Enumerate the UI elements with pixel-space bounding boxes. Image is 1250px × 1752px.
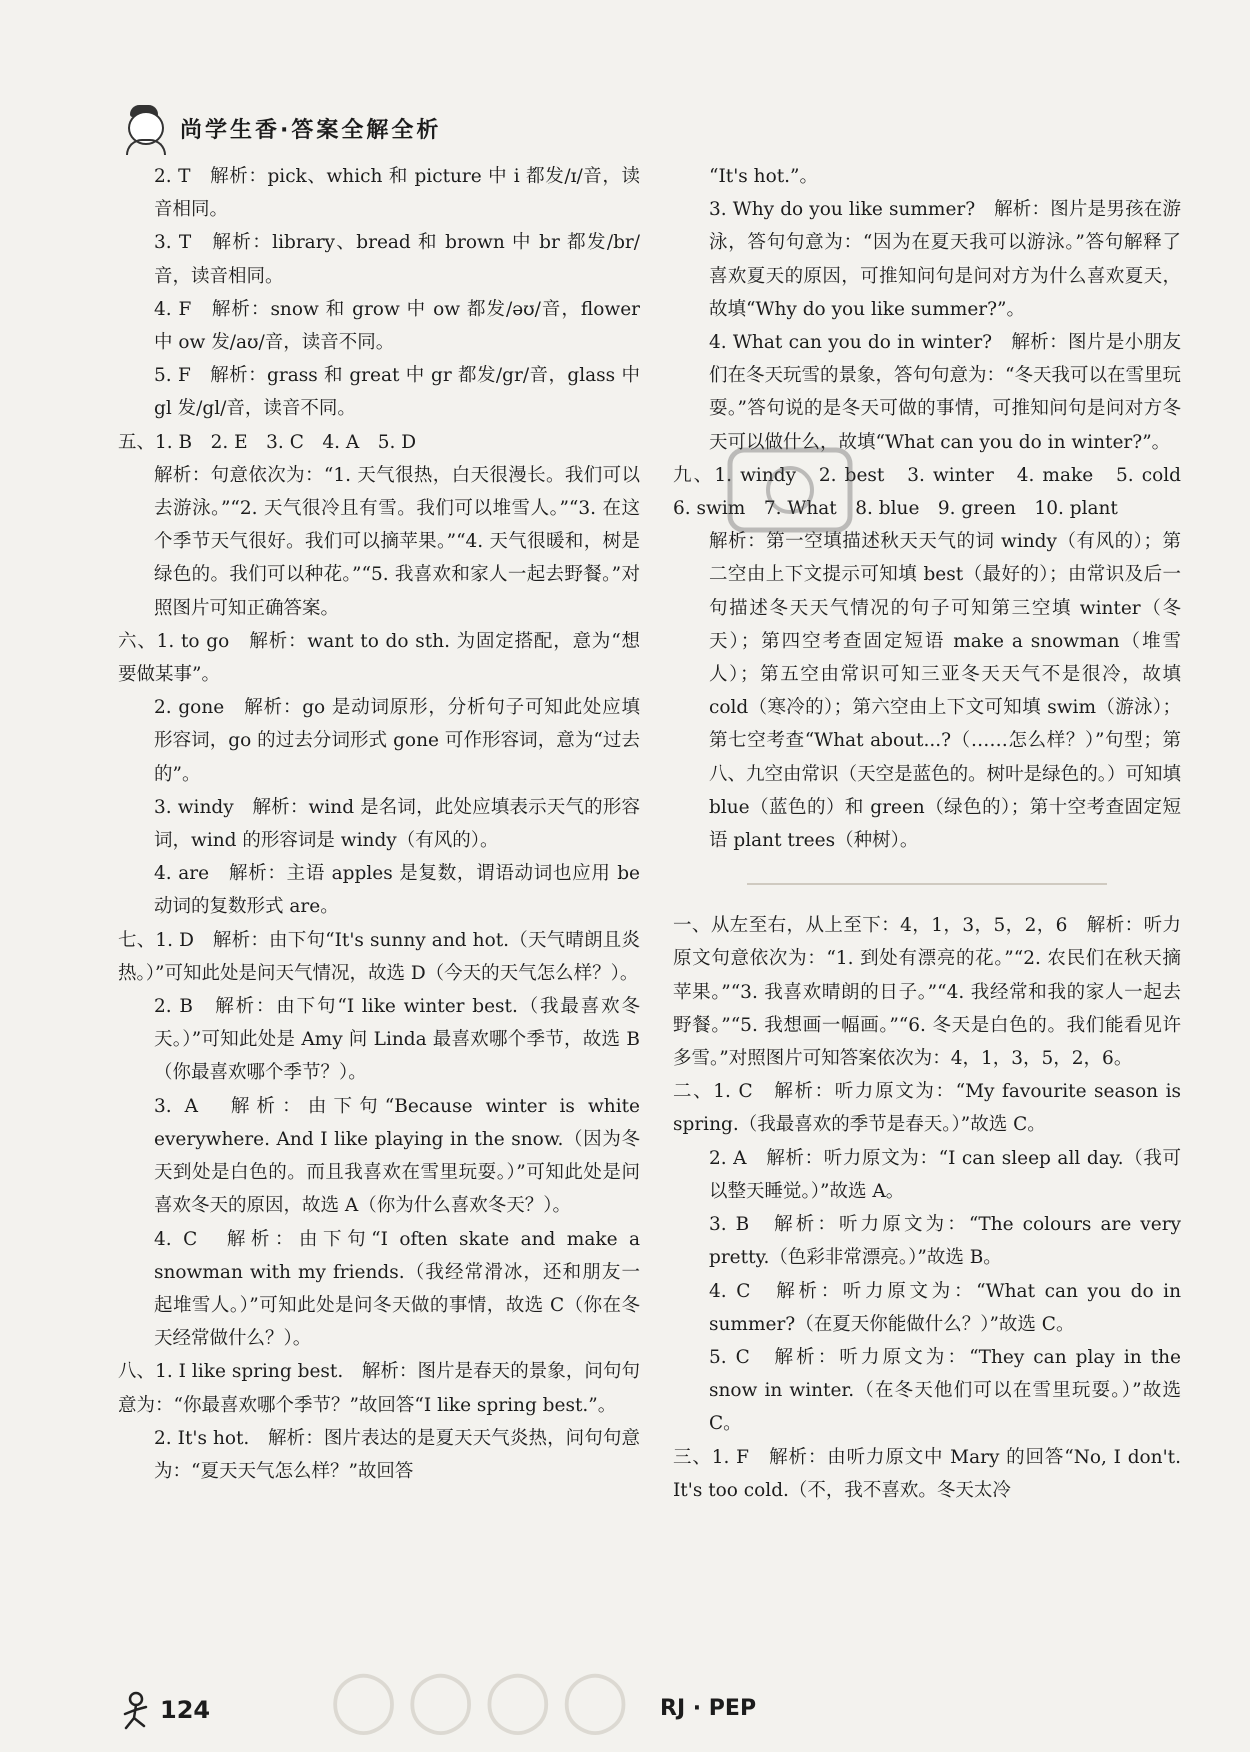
answer-paragraph: 九、1. windy 2. best 3. winter 4. make 5. cold 6. swim 7. What 8. blue 9. green 10. plant — [673, 464, 1200, 520]
page-number: 124 — [160, 1696, 211, 1724]
answer-paragraph: 3. A 解析：由下句“Because winter is white everywhere. And I like playing in the snow.（因为冬天到处是白色的。而且我喜欢在雪里玩耍。）”可知此处是问喜欢冬天的原因，故选 A（你为什么喜欢冬天？）。 — [154, 1095, 640, 1217]
answer-paragraph: “It's hot.”。 — [709, 166, 818, 187]
answer-paragraph: 4. F 解析：snow 和 grow 中 ow 都发/əʊ/音，flower 中 ow 发/aʊ/音，读音不同。 — [154, 298, 640, 354]
answer-paragraph: 解析：第一空填描述秋天天气的词 windy（有风的）；第二空由上下文提示可知填 best（最好的）；由常识及后一句描述冬天天气情况的句子可知第三空填 winter（冬天）；第四空考查固定短语 make a snowman（堆雪人）；第五空由常识可知三亚冬天天气不是很冷，故填 cold（寒冷的）；第六空由上下文可知填 swim（游泳）；第七空考查“What about...?（……怎么样？）”句型；第八、九空由常识（天空是蓝色的。树叶是绿色的。）可知填 blue（蓝色的）和 green（绿色的）；第十空考查固定短语 plant trees（种树）。 — [709, 531, 1181, 852]
page-header — [120, 100, 441, 156]
answer-paragraph: 4. C 解析：由下句“I often skate and make a snowman with my friends.（我经常滑冰，还和朋友一起堆雪人。）”可知此处是问冬天做的事情，故选 C（你在冬天经常做什么？）。 — [154, 1228, 640, 1350]
left-column — [118, 160, 640, 1488]
answer-paragraph: 3. windy 解析：wind 是名词，此处应填表示天气的形容词，wind 的形容词是 windy（有风的）。 — [154, 796, 640, 852]
part-divider — [673, 863, 1181, 905]
answer-paragraph: 解析：句意依次为：“1. 天气很热，白天很漫长。我们可以去游泳。”“2. 天气很冷且有雪。我们可以堆雪人。”“3. 在这个季节天气很好。我们可以摘苹果。”“4. 天气很暖和，树是绿色的。我们可以种花。”“5. 我喜欢和家人一起去野餐。”对照图片可知正确答案。 — [154, 464, 640, 619]
right-column — [673, 160, 1200, 1507]
answer-paragraph: 七、1. D 解析：由下句“It's sunny and hot.（天气晴朗且炎热。）”可知此处是问天气情况，故选 D（今天的天气怎么样？）。 — [118, 929, 640, 984]
answer-paragraph: 五、1. B 2. E 3. C 4. A 5. D — [118, 431, 417, 453]
answer-paragraph: 六、1. to go 解析：want to do sth. 为固定搭配，意为“想要做某事”。 — [118, 630, 640, 686]
answer-paragraph: 八、1. I like spring best. 解析：图片是春天的景象，问句句意为：“你最喜欢哪个季节？”故回答“I like spring best.”。 — [118, 1361, 640, 1416]
answer-paragraph: 4. What can you do in winter? 解析：图片是小朋友们在冬天玩雪的景象，答句句意为：“冬天我可以在雪里玩耍。”答句说的是冬天可做的事情，可推知问句是问对方冬天可以做什么，故填“What can you do in winter?”。 — [709, 332, 1181, 453]
answer-paragraph: 2. gone 解析：go 是动词原形，分析句子可知此处应填形容词，go 的过去分词形式 gone 可作形容词，意为“过去的”。 — [154, 697, 640, 785]
page-footer — [120, 1690, 1180, 1734]
answer-paragraph: 5. C 解析：听力原文为：“They can play in the snow in winter.（在冬天他们可以在雪里玩耍。）”故选 C。 — [709, 1346, 1181, 1435]
stamp-icon — [720, 440, 860, 540]
header-title: 尚学生香·答案全解全析 — [180, 117, 442, 143]
answer-paragraph: 三、1. F 解析：由听力原文中 Mary 的回答“No, I don't. It's too cold.（不，我不喜欢。冬天太冷 — [673, 1446, 1181, 1501]
answer-paragraph: 4. are 解析：主语 apples 是复数，谓语动词也应用 be 动词的复数形式 are。 — [154, 863, 640, 918]
answer-paragraph: 2. T 解析：pick、which 和 picture 中 i 都发/ɪ/音，读音相同。 — [154, 166, 640, 221]
answer-paragraph: 3. T 解析：library、bread 和 brown 中 br 都发/br/音，读音相同。 — [154, 232, 640, 287]
answer-paragraph: 2. B 解析：由下句“I like winter best.（我最喜欢冬天。）”可知此处是 Amy 问 Linda 最喜欢哪个季节，故选 B（你最喜欢哪个季节？）。 — [154, 996, 640, 1084]
answer-paragraph: 3. Why do you like summer? 解析：图片是男孩在游泳，答句句意为：“因为在夏天我可以游泳。”答句解释了喜欢夏天的原因，可推知问句是问对方为什么喜欢夏天，故填“Why do you like summer?”。 — [709, 199, 1181, 320]
mascot-icon — [120, 103, 168, 153]
answer-paragraph: 5. F 解析：grass 和 great 中 gr 都发/gr/音，glass 中 gl 发/gl/音，读音不同。 — [154, 365, 640, 420]
answer-paragraph: 2. It's hot. 解析：图片表达的是夏天天气炎热，问句句意为：“夏天天气怎么样？”故回答 — [154, 1427, 640, 1482]
answer-paragraph: 3. B 解析：听力原文为：“The colours are very pretty.（色彩非常漂亮。）”故选 B。 — [709, 1214, 1181, 1269]
watermark-icon: ◯◯◯◯ — [330, 1665, 639, 1735]
answer-paragraph: 4. C 解析：听力原文为：“What can you do in summer?（在夏天你能做什么？）”故选 C。 — [709, 1280, 1181, 1335]
answer-paragraph: 二、1. C 解析：听力原文为：“My favourite season is spring.（我最喜欢的季节是春天。）”故选 C。 — [673, 1081, 1181, 1136]
series-label: RJ · PEP — [660, 1696, 757, 1721]
answer-paragraph: 一、从左至右，从上至下：4，1，3，5，2，6 解析：听力原文句意依次为：“1. 到处有漂亮的花。”“2. 农民们在秋天摘苹果。”“3. 我喜欢晴朗的日子。”“4. 我经常和我的家人一起去野餐。”“5. 我想画一幅画。”“6. 冬天是白色的。我们能看见许多雪。”对照图片可知答案依次为：4，1，3，5，2，6。 — [673, 915, 1181, 1070]
answer-paragraph: 2. A 解析：听力原文为：“I can sleep all day.（我可以整天睡觉。）”故选 A。 — [709, 1147, 1181, 1202]
